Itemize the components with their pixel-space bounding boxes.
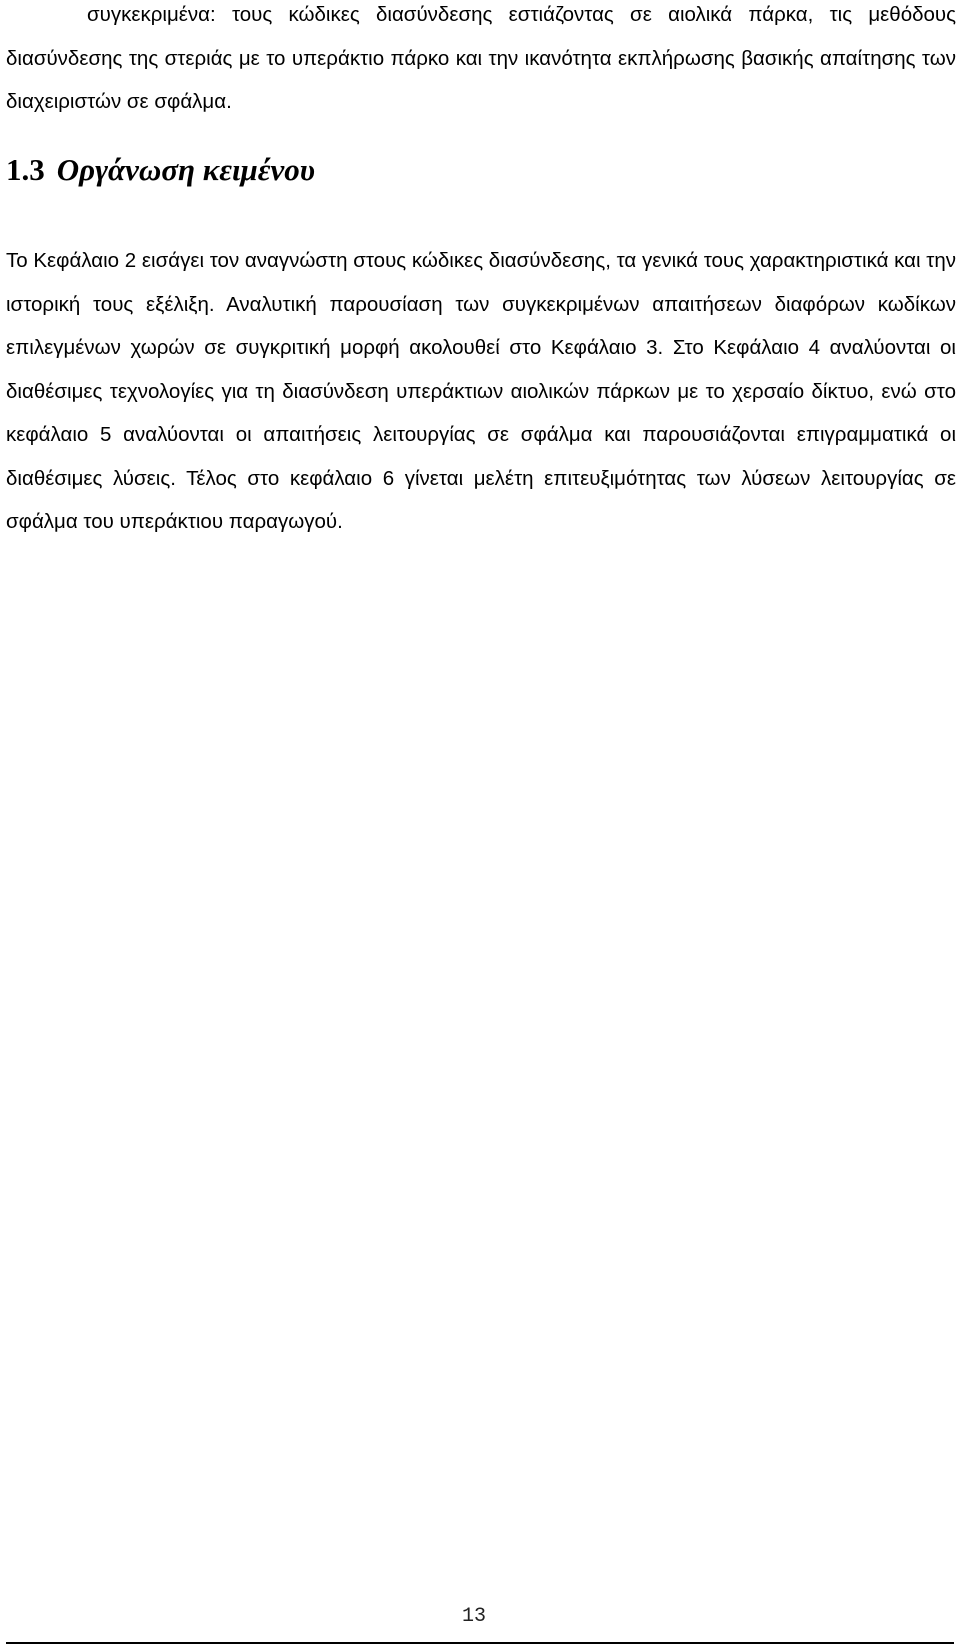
page-number: 13 bbox=[462, 1605, 487, 1628]
footer-rule bbox=[6, 1642, 954, 1644]
document-page bbox=[6, 0, 956, 1648]
section-title: Οργάνωση κειμένου bbox=[56, 152, 315, 187]
section-number: 1.3 bbox=[6, 152, 45, 187]
intro-paragraph: συγκεκριμένα: τους κώδικες διασύνδεσης εστιάζοντας σε αιολικά πάρκα, τις μεθόδους διασύνδεσης της στεριάς με το υπεράκτιο πάρκο και την ικανότητα εκπλήρωσης βασικής απαίτησης των διαχειριστών σε σφάλμα. bbox=[6, 3, 956, 113]
page-footer bbox=[0, 1606, 960, 1648]
organization-paragraph: Το Κεφάλαιο 2 εισάγει τον αναγνώστη στους κώδικες διασύνδεσης, τα γενικά τους χαρακτηριστικά και την ιστορική τους εξέλιξη. Αναλυτική παρουσίαση των συγκεκριμένων απαιτήσεων διαφόρων κωδίκων επιλεγμένων χωρών σε συγκριτική μορφή ακολουθεί στο Κεφάλαιο 3. Στο Κεφάλαιο 4 αναλύονται οι διαθέσιμες τεχνολογίες για τη διασύνδεση υπεράκτιων αιολικών πάρκων με το χερσαίο δίκτυο, ενώ στο κεφάλαιο 5 αναλύονται οι απαιτήσεις λειτουργίας σε σφάλμα και παρουσιάζονται επιγραμματικά οι διαθέσιμες λύσεις. Τέλος στο κεφάλαιο 6 γίνεται μελέτη επιτευξιμότητας των λύσεων λειτουργίας σε σφάλμα του υπεράκτιου παραγωγού. bbox=[6, 249, 956, 533]
section-heading bbox=[6, 150, 315, 190]
